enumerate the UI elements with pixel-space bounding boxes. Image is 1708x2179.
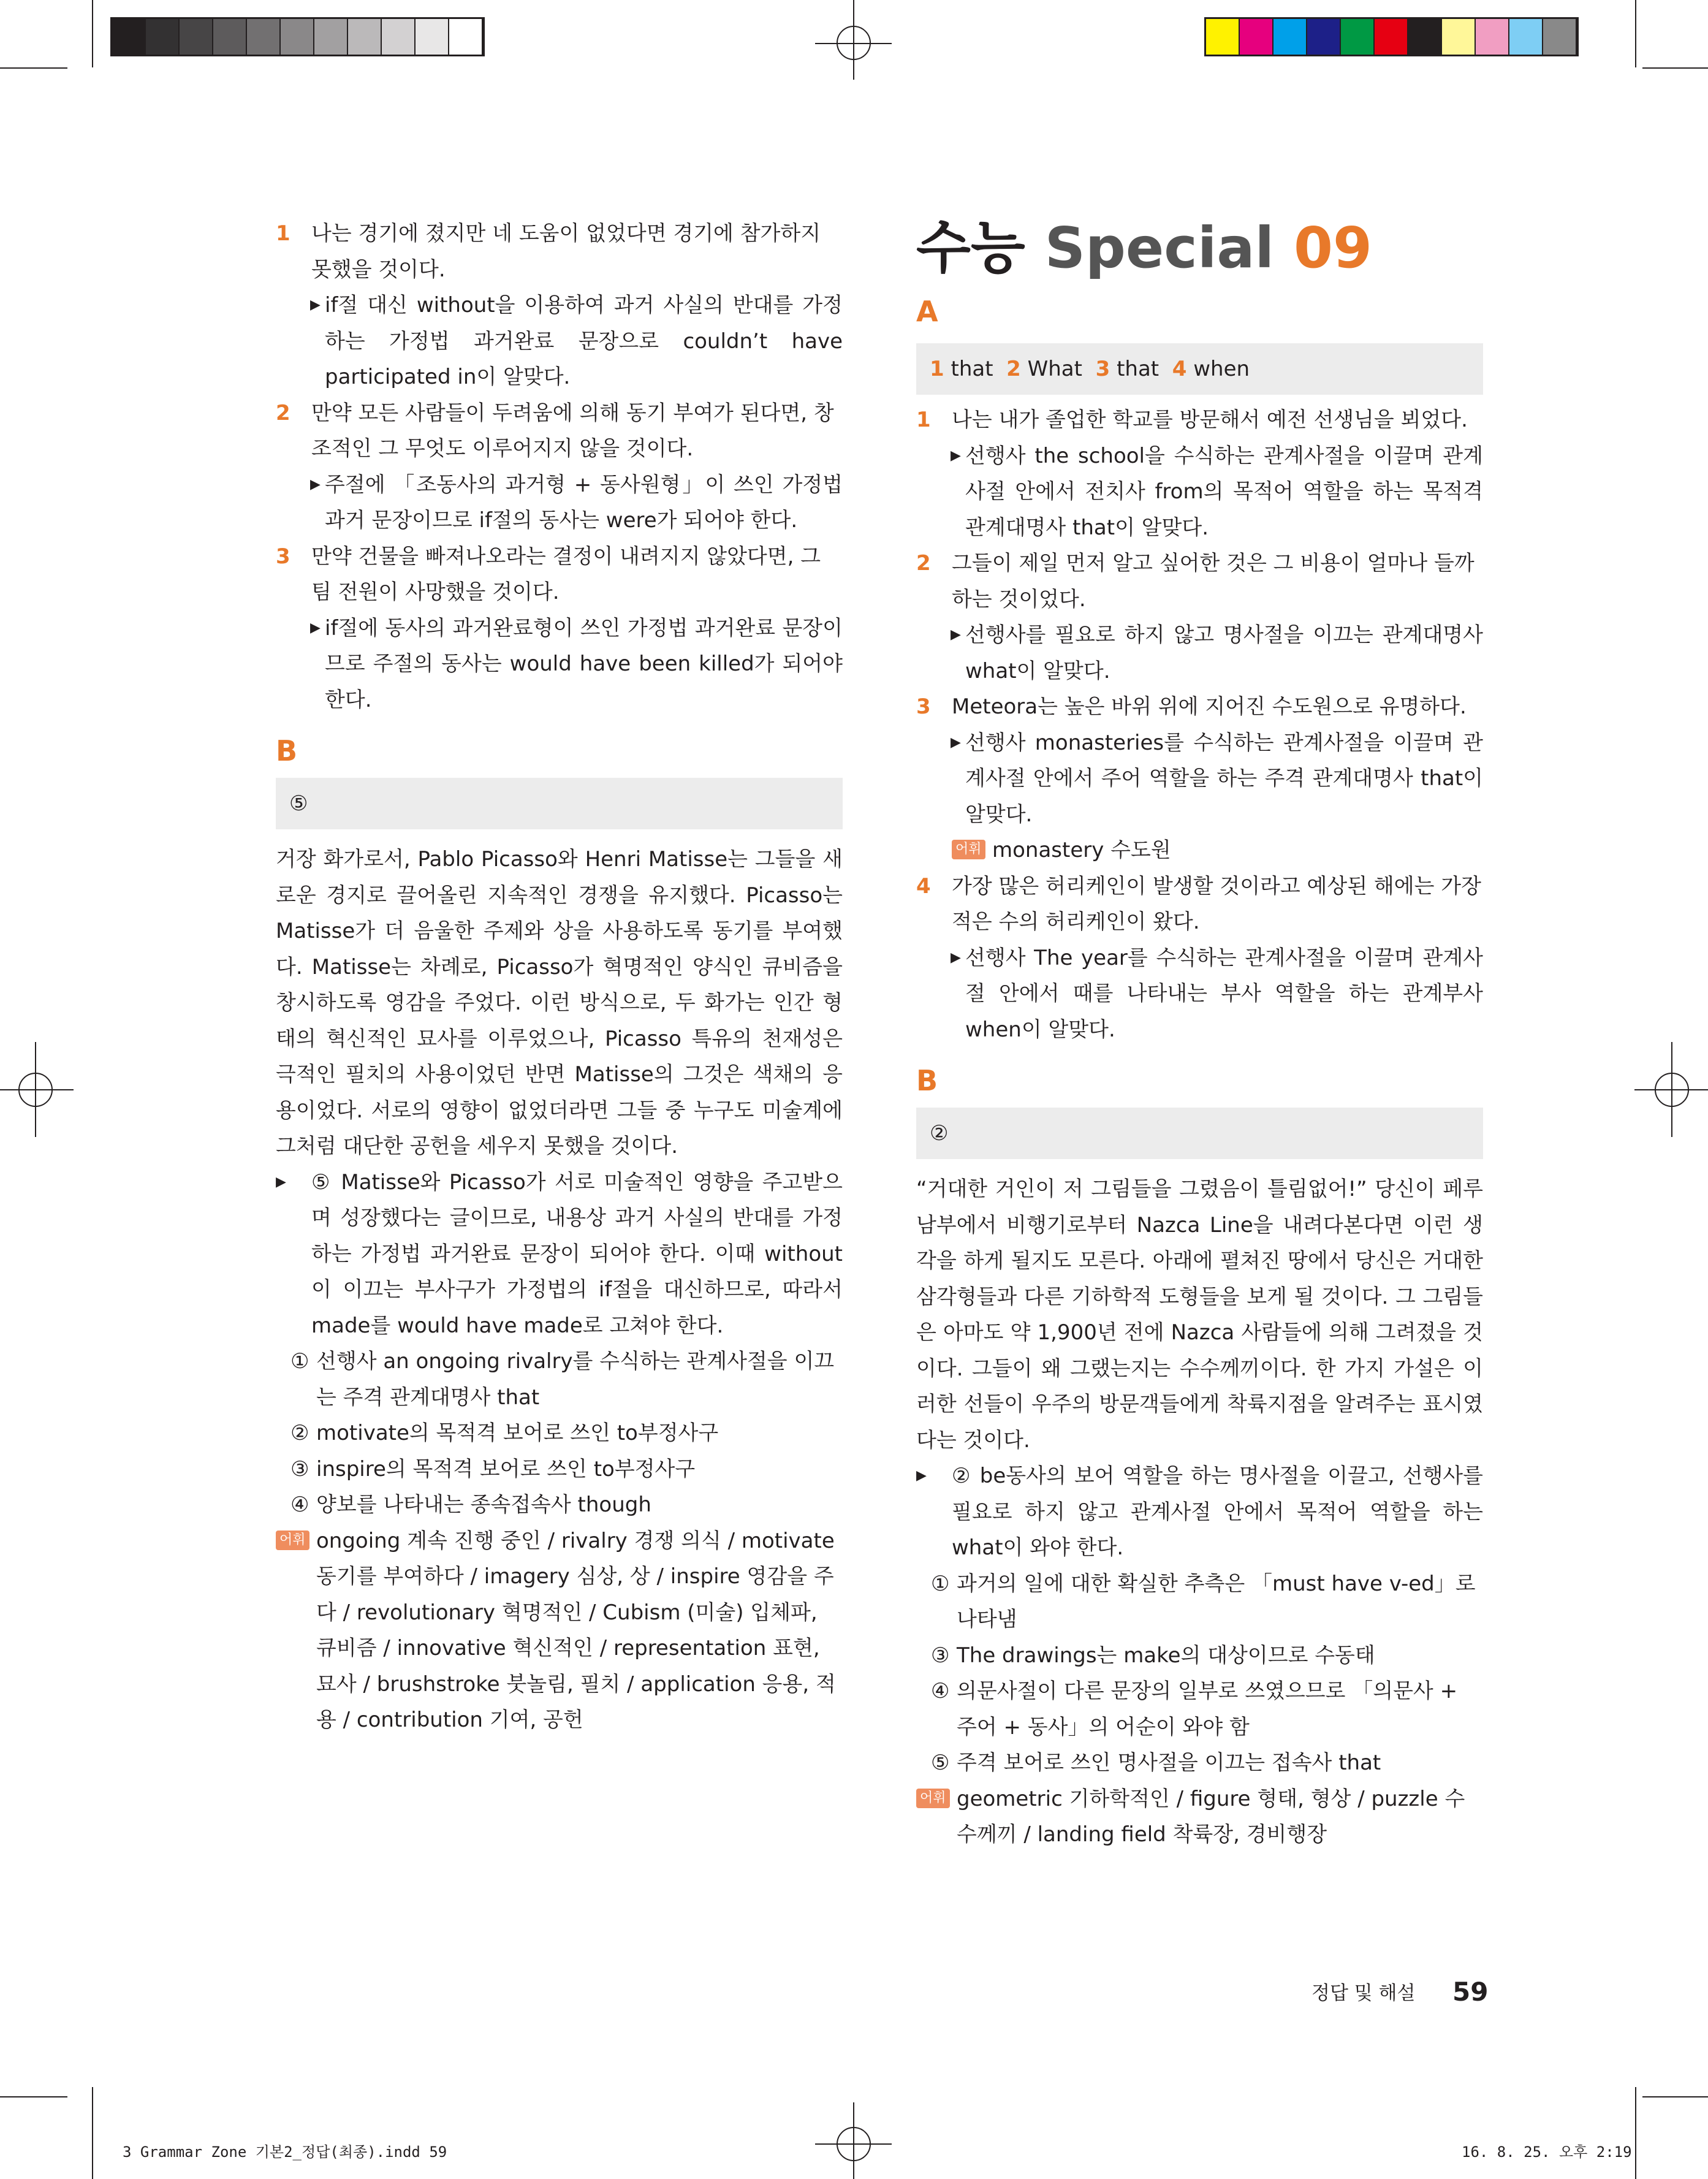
answer-item	[916, 546, 1483, 617]
registration-mark-line	[815, 2143, 892, 2145]
gray-patch	[180, 19, 213, 55]
choice-explanation	[276, 1451, 843, 1488]
item-translation: 가장 많은 허리케인이 발생할 것이라고 예상된 해에는 가장 적은 수의 허리케인이 왔다.	[952, 873, 1481, 934]
color-patch	[1307, 19, 1341, 55]
answer-bar	[916, 1108, 1483, 1159]
choice-explanation	[276, 1415, 843, 1451]
color-calibration-bar	[1204, 17, 1579, 56]
note-text: 선행사 The year를 수식하는 관계사절을 이끌며 관계사절 안에서 때를 나타내는 부사 역할을 하는 관계부사 when이 알맞다.	[965, 945, 1483, 1042]
note-text: 선행사를 필요로 하지 않고 명사절을 이끄는 관계대명사 what이 알맞다.	[965, 623, 1483, 683]
page-number: 59	[1452, 1977, 1489, 2007]
note-text: 선행사 the school을 수식하는 관계사절을 이끌며 관계사절 안에서 전치사 from의 목적어 역할을 하는 목적격 관계대명사 that이 알맞다.	[965, 443, 1483, 540]
choice-mark: ②	[290, 1421, 309, 1445]
choice-text: 양보를 나타내는 종속접속사 though	[316, 1493, 651, 1517]
note-text: ② be동사의 보어 역할을 하는 명사절을 이끌고, 선행사를 필요로 하지 않고 관계사절 안에서 목적어 역할을 하는 what이 와야 한다.	[952, 1464, 1483, 1560]
crop-mark	[1635, 0, 1636, 67]
item-translation: 나는 경기에 졌지만 네 도움이 없었다면 경기에 참가하지 못했을 것이다.	[311, 221, 821, 282]
registration-mark-line	[853, 0, 854, 80]
crop-mark	[92, 0, 93, 67]
crop-mark	[0, 67, 67, 69]
choice-mark: ⑤	[931, 1751, 950, 1775]
explanation-note	[916, 725, 1483, 833]
gray-patch	[112, 19, 146, 55]
registration-mark-line	[0, 1089, 74, 1090]
section-a-items	[916, 402, 1483, 1048]
explanation-note	[916, 438, 1483, 546]
choice-mark: ①	[290, 1349, 309, 1374]
choice-mark: ③	[290, 1456, 309, 1481]
choice-mark: ④	[290, 1493, 309, 1517]
color-patch	[1273, 19, 1307, 55]
triangle-bullet-icon: ▶	[951, 734, 961, 750]
answer-number: 3	[1095, 357, 1110, 381]
note-text: 선행사 monasteries를 수식하는 관계사절을 이끌며 관계사절 안에서 주어 역할을 하는 주격 관계대명사 that이 알맞다.	[965, 730, 1483, 827]
answer-item	[276, 539, 843, 610]
answer-bar	[916, 343, 1483, 395]
item-translation: 그들이 제일 먼저 알고 싶어한 것은 그 비용이 얼마나 들까 하는 것이었다.	[952, 551, 1475, 612]
explanation-note	[916, 1458, 1483, 1566]
note-text: if절에 동사의 과거완료형이 쓰인 가정법 과거완료 문장이므로 주절의 동사는 would have been killed가 되어야 한다.	[325, 615, 843, 712]
print-timestamp: 16. 8. 25. 오후 2:19	[1462, 2143, 1632, 2161]
choice-text: inspire의 목적격 보어로 쓰인 to부정사구	[316, 1456, 696, 1481]
passage-translation: 거장 화가로서, Pablo Picasso와 Henri Matisse는 그들을 새로운 경지로 끌어올린 지속적인 경쟁을 유지했다. Picasso는 Matisse가 더 음울한 주제와 상을 사용하도록 동기를 부여했다. Matisse는 차례로, Picasso가 혁명적인 양식인 큐비즘을 창시하도록 영감을 주었다. 이런 방식으로, 두 화가는 인간 형태의 혁신적인 묘사를 이루었으나, Picasso 특유의 천재성은 극적인 필치의 사용이었던 반면 Matisse의 그것은 색채의 응용이었다. 서로의 영향이 없었더라면 그들 중 누구도 미술계에 그처럼 대단한 공헌을 세우지 못했을 것이다.	[276, 847, 843, 1158]
item-number: 1	[916, 408, 931, 432]
item-number: 1	[276, 221, 290, 246]
choice-text: 주격 보어로 쓰인 명사절을 이끄는 접속사 that	[957, 1751, 1381, 1775]
title-number: 09	[1294, 215, 1373, 281]
crop-mark	[1642, 67, 1708, 69]
color-patch	[1509, 19, 1543, 55]
color-patch	[1341, 19, 1375, 55]
gray-patch	[146, 19, 180, 55]
explanation-note	[276, 610, 843, 718]
color-patch	[1442, 19, 1476, 55]
answer-number: 1	[930, 357, 944, 381]
gray-patch	[247, 19, 281, 55]
triangle-bullet-icon: ▶	[276, 1174, 286, 1190]
answer-value: that	[1117, 357, 1160, 381]
vocab-badge: 어휘	[916, 1789, 950, 1808]
item-number: 3	[276, 544, 290, 569]
passage-translation: “거대한 거인이 저 그림들을 그렸음이 틀림없어!” 당신이 페루 남부에서 비행기로부터 Nazca Line을 내려다본다면 이런 생각을 하게 될지도 모른다. 아래에 펼쳐진 땅에서 당신은 거대한 삼각형들과 다른 기하학적 도형들을 보게 될 것이다. 그 그림들은 아마도 약 1,900년 전에 Nazca 사람들에 의해 그려졌을 것이다. 그들이 왜 그랬는지는 수수께끼이다. 한 가지 가설은 이러한 선들이 우주의 방문객들에게 착륙지점을 알려주는 표시였다는 것이다.	[916, 1177, 1483, 1453]
file-slug: 3 Grammar Zone 기본2_정답(최종).indd 59	[123, 2143, 447, 2161]
gray-patch	[348, 19, 382, 55]
choice-explanation	[916, 1566, 1483, 1638]
color-patch	[1206, 19, 1240, 55]
item-translation: 만약 모든 사람들이 두려움에 의해 동기 부여가 된다면, 창조적인 그 무엇도 이루어지지 않을 것이다.	[311, 400, 834, 461]
color-patch	[1543, 19, 1577, 55]
title-prefix: 수능	[916, 215, 1025, 281]
vocab-text: ongoing 계속 진행 중인 / rivalry 경쟁 의식 / motivate 동기를 부여하다 / imagery 심상, 상 / inspire 영감을 주다 / revolutionary 혁명적인 / Cubism (미술) 입체파, 큐비즘 / innovative 혁신적인 / representation 표현, 묘사 / brushstroke 붓놀림, 필치 / application 응용, 적용 / contribution 기여, 공헌	[316, 1528, 836, 1732]
choice-text: 과거의 일에 대한 확실한 추측은 「must have v-ed」로 나타냄	[957, 1571, 1476, 1632]
section-label-b: B	[916, 1064, 938, 1097]
explanation-note	[276, 1165, 843, 1344]
choice-mark: ④	[931, 1679, 950, 1703]
item-translation: 나는 내가 졸업한 학교를 방문해서 예전 선생님을 뵈었다.	[952, 408, 1468, 432]
registration-mark-line	[853, 2102, 854, 2179]
vocabulary-note	[276, 1523, 843, 1738]
registration-mark-line	[1634, 1089, 1708, 1090]
explanation-note	[916, 617, 1483, 689]
vocab-text: geometric 기하학적인 / figure 형태, 형상 / puzzle 수수께끼 / landing field 착륙장, 경비행장	[957, 1786, 1465, 1847]
gray-patch	[416, 19, 449, 55]
answer-value: What	[1027, 357, 1082, 381]
gray-patch	[382, 19, 416, 55]
item-number: 2	[916, 551, 931, 576]
explanation-note	[916, 940, 1483, 1048]
page-title	[916, 215, 1372, 282]
color-patch	[1476, 19, 1509, 55]
answer-value: that	[951, 357, 993, 381]
note-text: ⑤ Matisse와 Picasso가 서로 미술적인 영향을 주고받으며 성장했다는 글이므로, 내용상 과거 사실의 반대를 가정하는 가정법 과거완료 문장이 되어야 한다. 이때 without이 이끄는 부사구가 가정법의 if절을 대신하므로, 따라서 made를 would have made로 고쳐야 한다.	[311, 1169, 843, 1338]
section-label-b: B	[276, 734, 298, 767]
item-translation: Meteora는 높은 바위 위에 지어진 수도원으로 유명하다.	[952, 694, 1467, 719]
choice-text: motivate의 목적격 보어로 쓰인 to부정사구	[316, 1421, 719, 1445]
choice-explanation	[276, 1487, 843, 1523]
note-text: if절 대신 without을 이용하여 과거 사실의 반대를 가정하는 가정법 과거완료 문장으로 couldn’t have participated in이 알맞다.	[325, 293, 843, 389]
registration-mark-line	[815, 43, 892, 44]
crop-mark	[1635, 2087, 1636, 2179]
item-number: 4	[916, 873, 931, 899]
gray-patch	[213, 19, 247, 55]
gray-patch	[449, 19, 483, 55]
color-patch	[1408, 19, 1442, 55]
answer-number: 4	[1172, 357, 1187, 381]
triangle-bullet-icon: ▶	[310, 476, 321, 492]
choice-text: The drawings는 make의 대상이므로 수동태	[957, 1643, 1375, 1668]
answer-number: 2	[1006, 357, 1021, 381]
choice-explanation	[916, 1745, 1483, 1781]
color-patch	[1240, 19, 1273, 55]
answer-bar	[276, 778, 843, 829]
triangle-bullet-icon: ▶	[310, 297, 321, 313]
answer-item	[276, 395, 843, 467]
vocabulary-note	[916, 1781, 1483, 1853]
triangle-bullet-icon: ▶	[310, 620, 321, 636]
note-text: 주절에 「조동사의 과거형 + 동사원형」이 쓰인 가정법 과거 문장이므로 if절의 동사는 were가 되어야 한다.	[325, 472, 843, 533]
choice-mark: ③	[931, 1643, 950, 1668]
vocab-text: monastery 수도원	[992, 838, 1171, 862]
triangle-bullet-icon: ▶	[951, 949, 961, 965]
vocab-badge: 어휘	[276, 1531, 309, 1550]
crop-mark	[1642, 2096, 1708, 2097]
choice-explanation	[916, 1638, 1483, 1674]
vocab-badge: 어휘	[952, 840, 985, 859]
choice-explanation	[916, 1673, 1483, 1745]
choice-explanation	[276, 1344, 843, 1415]
vocabulary-note	[952, 832, 1483, 869]
crop-mark	[92, 2087, 93, 2179]
section-label-a: A	[916, 295, 938, 328]
triangle-bullet-icon: ▶	[951, 447, 961, 463]
item-translation: 만약 건물을 빠져나오라는 결정이 내려지지 않았다면, 그 팀 전원이 사망했을 것이다.	[311, 544, 821, 604]
grayscale-calibration-bar	[110, 17, 485, 56]
title-word: Special	[1044, 215, 1274, 281]
explanation-note	[276, 467, 843, 539]
color-patch	[1375, 19, 1408, 55]
answer-item	[916, 689, 1483, 725]
item-number: 2	[276, 400, 290, 425]
footer-section-label: 정답 및 해설	[1311, 1982, 1416, 2004]
answer-value: when	[1193, 357, 1250, 381]
item-number: 3	[916, 694, 931, 719]
answer-item	[276, 216, 843, 287]
choice-text: 선행사 an ongoing rivalry를 수식하는 관계사절을 이끄는 주격 관계대명사 that	[316, 1349, 835, 1410]
answer-value: ②	[930, 1121, 949, 1146]
answer-item	[916, 869, 1483, 940]
explanation-note	[276, 287, 843, 395]
choice-text: 의문사절이 다른 문장의 일부로 쓰였으므로 「의문사 + 주어 + 동사」의 어순이 와야 함	[957, 1679, 1458, 1740]
gray-patch	[281, 19, 314, 55]
crop-mark	[0, 2096, 67, 2097]
triangle-bullet-icon: ▶	[951, 627, 961, 642]
left-column	[276, 216, 843, 1738]
choice-mark: ①	[931, 1571, 950, 1596]
answer-value: ⑤	[289, 791, 308, 816]
triangle-bullet-icon: ▶	[916, 1468, 927, 1483]
answer-item	[916, 402, 1483, 438]
gray-patch	[314, 19, 348, 55]
right-column	[916, 293, 1483, 1853]
